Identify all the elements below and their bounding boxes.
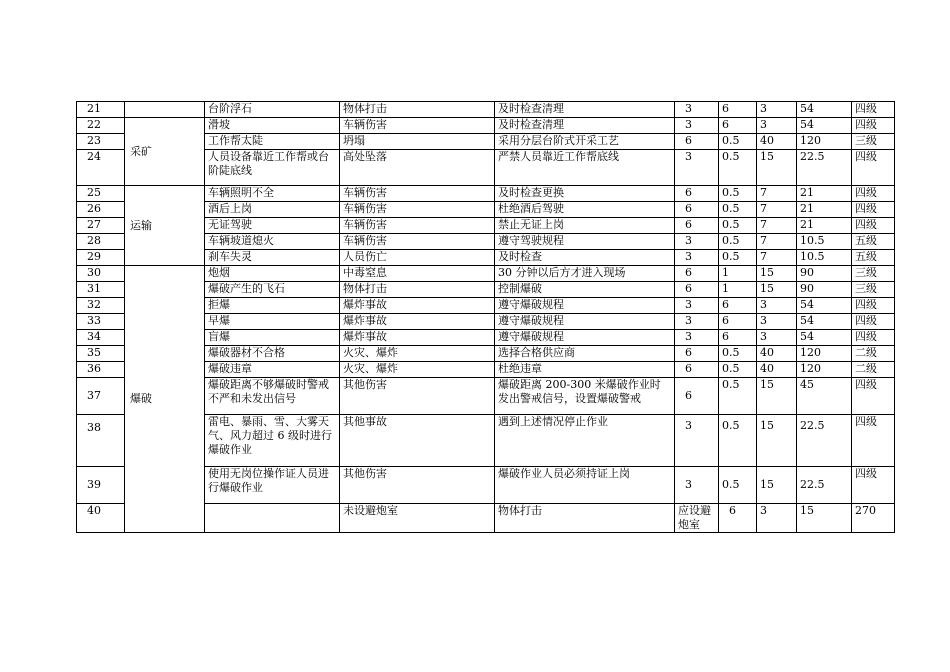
c-value-cell: 40 (757, 362, 797, 378)
row-number: 38 (77, 415, 125, 467)
accident-type-cell: 高处坠落 (340, 150, 495, 186)
l-value-cell: 6 (675, 362, 719, 378)
l-value-cell: 6 (675, 218, 719, 234)
risk-grade-cell: 四级 (852, 415, 895, 467)
risk-grade-cell: 三级 (852, 282, 895, 298)
d-value-cell: 54 (797, 118, 852, 134)
d-value-cell: 22.5 (797, 415, 852, 467)
risk-grade-cell: 四级 (852, 150, 895, 186)
control-measure-cell: 选择合格供应商 (495, 346, 675, 362)
e-value-cell: 6 (719, 118, 757, 134)
c-value-cell: 7 (757, 234, 797, 250)
risk-grade-cell: 二级 (852, 362, 895, 378)
l-value-cell: 6 (675, 202, 719, 218)
hazard-cell: 车辆坡道熄火 (205, 234, 340, 250)
accident-type-cell: 人员伤亡 (340, 250, 495, 266)
accident-type-cell: 物体打击 (340, 282, 495, 298)
hazard-cell: 滑坡 (205, 118, 340, 134)
c-value-cell: 15 (757, 282, 797, 298)
l-value-cell: 6 (675, 186, 719, 202)
control-measure-cell: 严禁人员靠近工作帮底线 (495, 150, 675, 186)
hazard-cell: 盲爆 (205, 330, 340, 346)
risk-grade-cell: 四级 (852, 314, 895, 330)
accident-type-cell: 物体打击 (340, 102, 495, 118)
accident-type-cell: 车辆伤害 (340, 186, 495, 202)
d-value-cell: 270 (852, 504, 895, 533)
c-value-cell: 7 (757, 202, 797, 218)
l-value-cell: 6 (675, 282, 719, 298)
e-value-cell: 0.5 (719, 234, 757, 250)
accident-type-cell: 物体打击 (495, 504, 675, 533)
d-value-cell: 90 (797, 282, 852, 298)
hazard-cell: 拒爆 (205, 298, 340, 314)
control-measure-cell: 30 分钟以后方才进入现场 (495, 266, 675, 282)
row-number: 37 (77, 378, 125, 415)
d-value-cell: 22.5 (797, 467, 852, 504)
c-value-cell: 15 (757, 266, 797, 282)
l-value-cell: 3 (675, 330, 719, 346)
control-measure-cell: 禁止无证上岗 (495, 218, 675, 234)
risk-grade-cell: 四级 (852, 118, 895, 134)
table-row (77, 102, 895, 118)
e-value-cell: 0.5 (719, 467, 757, 504)
table-row (77, 118, 895, 134)
hazard-cell: 未设避炮室 (340, 504, 495, 533)
risk-grade-cell: 四级 (852, 330, 895, 346)
c-value-cell: 7 (757, 186, 797, 202)
control-measure-cell: 杜绝酒后驾驶 (495, 202, 675, 218)
accident-type-cell: 中毒窒息 (340, 266, 495, 282)
control-measure-cell: 遵守爆破规程 (495, 314, 675, 330)
row-number: 23 (77, 134, 125, 150)
row-number: 30 (77, 266, 125, 282)
c-value-cell: 15 (797, 504, 852, 533)
risk-grade-cell: 三级 (852, 266, 895, 282)
row-number: 36 (77, 362, 125, 378)
c-value-cell: 3 (757, 298, 797, 314)
accident-type-cell: 车辆伤害 (340, 118, 495, 134)
e-value-cell: 1 (719, 266, 757, 282)
e-value-cell: 3 (757, 504, 797, 533)
hazard-cell: 车辆照明不全 (205, 186, 340, 202)
d-value-cell: 90 (797, 266, 852, 282)
control-measure-cell: 及时检查清理 (495, 118, 675, 134)
risk-grade-cell: 四级 (852, 378, 895, 415)
row-number: 25 (77, 186, 125, 202)
accident-type-cell: 车辆伤害 (340, 218, 495, 234)
c-value-cell: 40 (757, 346, 797, 362)
risk-grade-cell: 四级 (852, 218, 895, 234)
d-value-cell: 10.5 (797, 234, 852, 250)
hazard-cell: 爆破距离不够爆破时警戒不严和未发出信号 (205, 378, 340, 415)
accident-type-cell: 其他事故 (340, 415, 495, 467)
row-number: 27 (77, 218, 125, 234)
c-value-cell: 15 (757, 415, 797, 467)
c-value-cell: 3 (757, 102, 797, 118)
hazard-cell: 无证驾驶 (205, 218, 340, 234)
e-value-cell: 0.5 (719, 346, 757, 362)
l-value-cell: 3 (675, 298, 719, 314)
l-value-cell: 3 (675, 250, 719, 266)
accident-type-cell: 火灾、爆炸 (340, 362, 495, 378)
control-measure-cell: 及时检查 (495, 250, 675, 266)
c-value-cell: 7 (757, 218, 797, 234)
row-number: 31 (77, 282, 125, 298)
row-number: 39 (77, 467, 125, 504)
control-measure-cell: 杜绝违章 (495, 362, 675, 378)
e-value-cell: 0.5 (719, 362, 757, 378)
e-value-cell: 0.5 (719, 218, 757, 234)
accident-type-cell: 爆炸事故 (340, 314, 495, 330)
e-value-cell: 0.5 (719, 150, 757, 186)
category-cell-empty (205, 504, 340, 533)
d-value-cell: 54 (797, 298, 852, 314)
d-value-cell: 54 (797, 330, 852, 346)
d-value-cell: 120 (797, 134, 852, 150)
category-cell-empty (125, 102, 205, 118)
c-value-cell: 15 (757, 467, 797, 504)
risk-grade-cell: 五级 (852, 234, 895, 250)
control-measure-cell: 遵守爆破规程 (495, 298, 675, 314)
hazard-cell: 刹车失灵 (205, 250, 340, 266)
c-value-cell: 15 (757, 150, 797, 186)
l-value-cell: 6 (675, 134, 719, 150)
risk-grade-cell: 四级 (852, 102, 895, 118)
risk-grade-cell: 五级 (852, 250, 895, 266)
e-value-cell: 0.5 (719, 186, 757, 202)
control-measure-cell: 遵守爆破规程 (495, 330, 675, 346)
row-number: 35 (77, 346, 125, 362)
e-value-cell: 6 (719, 298, 757, 314)
d-value-cell: 22.5 (797, 150, 852, 186)
hazard-cell: 酒后上岗 (205, 202, 340, 218)
c-value-cell: 7 (757, 250, 797, 266)
row-number: 32 (77, 298, 125, 314)
risk-assessment-table (76, 101, 895, 533)
row-number: 29 (77, 250, 125, 266)
row-number: 21 (77, 102, 125, 118)
l-value-cell: 3 (675, 314, 719, 330)
hazard-cell: 爆破器材不合格 (205, 346, 340, 362)
accident-type-cell: 坍塌 (340, 134, 495, 150)
l-value-cell: 3 (675, 118, 719, 134)
risk-grade-cell: 四级 (852, 186, 895, 202)
e-value-cell: 6 (719, 102, 757, 118)
control-measure-cell: 应设避炮室 (675, 504, 719, 533)
e-value-cell: 0.5 (719, 134, 757, 150)
accident-type-cell: 爆炸事故 (340, 298, 495, 314)
d-value-cell: 54 (797, 102, 852, 118)
control-measure-cell: 采用分层台阶式开采工艺 (495, 134, 675, 150)
l-value-cell: 3 (675, 234, 719, 250)
hazard-cell: 炮烟 (205, 266, 340, 282)
e-value-cell: 0.5 (719, 250, 757, 266)
row-number: 28 (77, 234, 125, 250)
category-cell-blasting: 爆破 (125, 266, 205, 533)
c-value-cell: 3 (757, 330, 797, 346)
row-number: 22 (77, 118, 125, 134)
l-value-cell: 6 (675, 266, 719, 282)
row-number: 33 (77, 314, 125, 330)
e-value-cell: 0.5 (719, 415, 757, 467)
hazard-cell: 工作帮太陡 (205, 134, 340, 150)
table-row (77, 266, 895, 282)
row-number: 40 (77, 504, 125, 533)
c-value-cell: 15 (757, 378, 797, 415)
c-value-cell: 3 (757, 314, 797, 330)
risk-grade-cell: 四级 (852, 467, 895, 504)
d-value-cell: 54 (797, 314, 852, 330)
d-value-cell: 120 (797, 346, 852, 362)
control-measure-cell: 遵守驾驶规程 (495, 234, 675, 250)
accident-type-cell: 火灾、爆炸 (340, 346, 495, 362)
hazard-cell: 爆破违章 (205, 362, 340, 378)
table-row (77, 186, 895, 202)
row-number: 24 (77, 150, 125, 186)
risk-grade-cell: 三级 (852, 134, 895, 150)
d-value-cell: 21 (797, 186, 852, 202)
d-value-cell: 120 (797, 362, 852, 378)
e-value-cell: 1 (719, 282, 757, 298)
l-value-cell: 3 (675, 150, 719, 186)
risk-grade-cell: 二级 (852, 346, 895, 362)
l-value-cell: 6 (675, 378, 719, 415)
row-number: 26 (77, 202, 125, 218)
risk-grade-cell: 四级 (852, 298, 895, 314)
l-value-cell: 6 (719, 504, 757, 533)
c-value-cell: 3 (757, 118, 797, 134)
control-measure-cell: 爆破距离 200-300 米爆破作业时发出警戒信号，设置爆破警戒 (495, 378, 675, 415)
e-value-cell: 0.5 (719, 202, 757, 218)
c-value-cell: 40 (757, 134, 797, 150)
accident-type-cell: 其他伤害 (340, 467, 495, 504)
d-value-cell: 21 (797, 202, 852, 218)
control-measure-cell: 爆破作业人员必须持证上岗 (495, 467, 675, 504)
control-measure-cell: 及时检查更换 (495, 186, 675, 202)
accident-type-cell: 其他伤害 (340, 378, 495, 415)
accident-type-cell: 车辆伤害 (340, 202, 495, 218)
accident-type-cell: 爆炸事故 (340, 330, 495, 346)
l-value-cell: 3 (675, 467, 719, 504)
row-number: 34 (77, 330, 125, 346)
d-value-cell: 10.5 (797, 250, 852, 266)
risk-grade-cell: 四级 (852, 202, 895, 218)
control-measure-cell: 控制爆破 (495, 282, 675, 298)
hazard-cell: 人员设备靠近工作帮或台阶陡底线 (205, 150, 340, 186)
l-value-cell: 3 (675, 102, 719, 118)
hazard-cell: 雷电、暴雨、雪、大雾天气、风力超过 6 级时进行爆破作业 (205, 415, 340, 467)
e-value-cell: 6 (719, 330, 757, 346)
category-cell-transport: 运输 (125, 186, 205, 266)
control-measure-cell: 遇到上述情况停止作业 (495, 415, 675, 467)
hazard-cell: 早爆 (205, 314, 340, 330)
hazard-cell: 台阶浮石 (205, 102, 340, 118)
d-value-cell: 21 (797, 218, 852, 234)
accident-type-cell: 车辆伤害 (340, 234, 495, 250)
e-value-cell: 6 (719, 314, 757, 330)
control-measure-cell: 及时检查清理 (495, 102, 675, 118)
d-value-cell: 45 (797, 378, 852, 415)
hazard-cell: 爆破产生的飞石 (205, 282, 340, 298)
l-value-cell: 6 (675, 346, 719, 362)
category-cell-mining: 采矿 (125, 118, 205, 186)
hazard-cell: 使用无岗位操作证人员进行爆破作业 (205, 467, 340, 504)
l-value-cell: 3 (675, 415, 719, 467)
e-value-cell: 0.5 (719, 378, 757, 415)
